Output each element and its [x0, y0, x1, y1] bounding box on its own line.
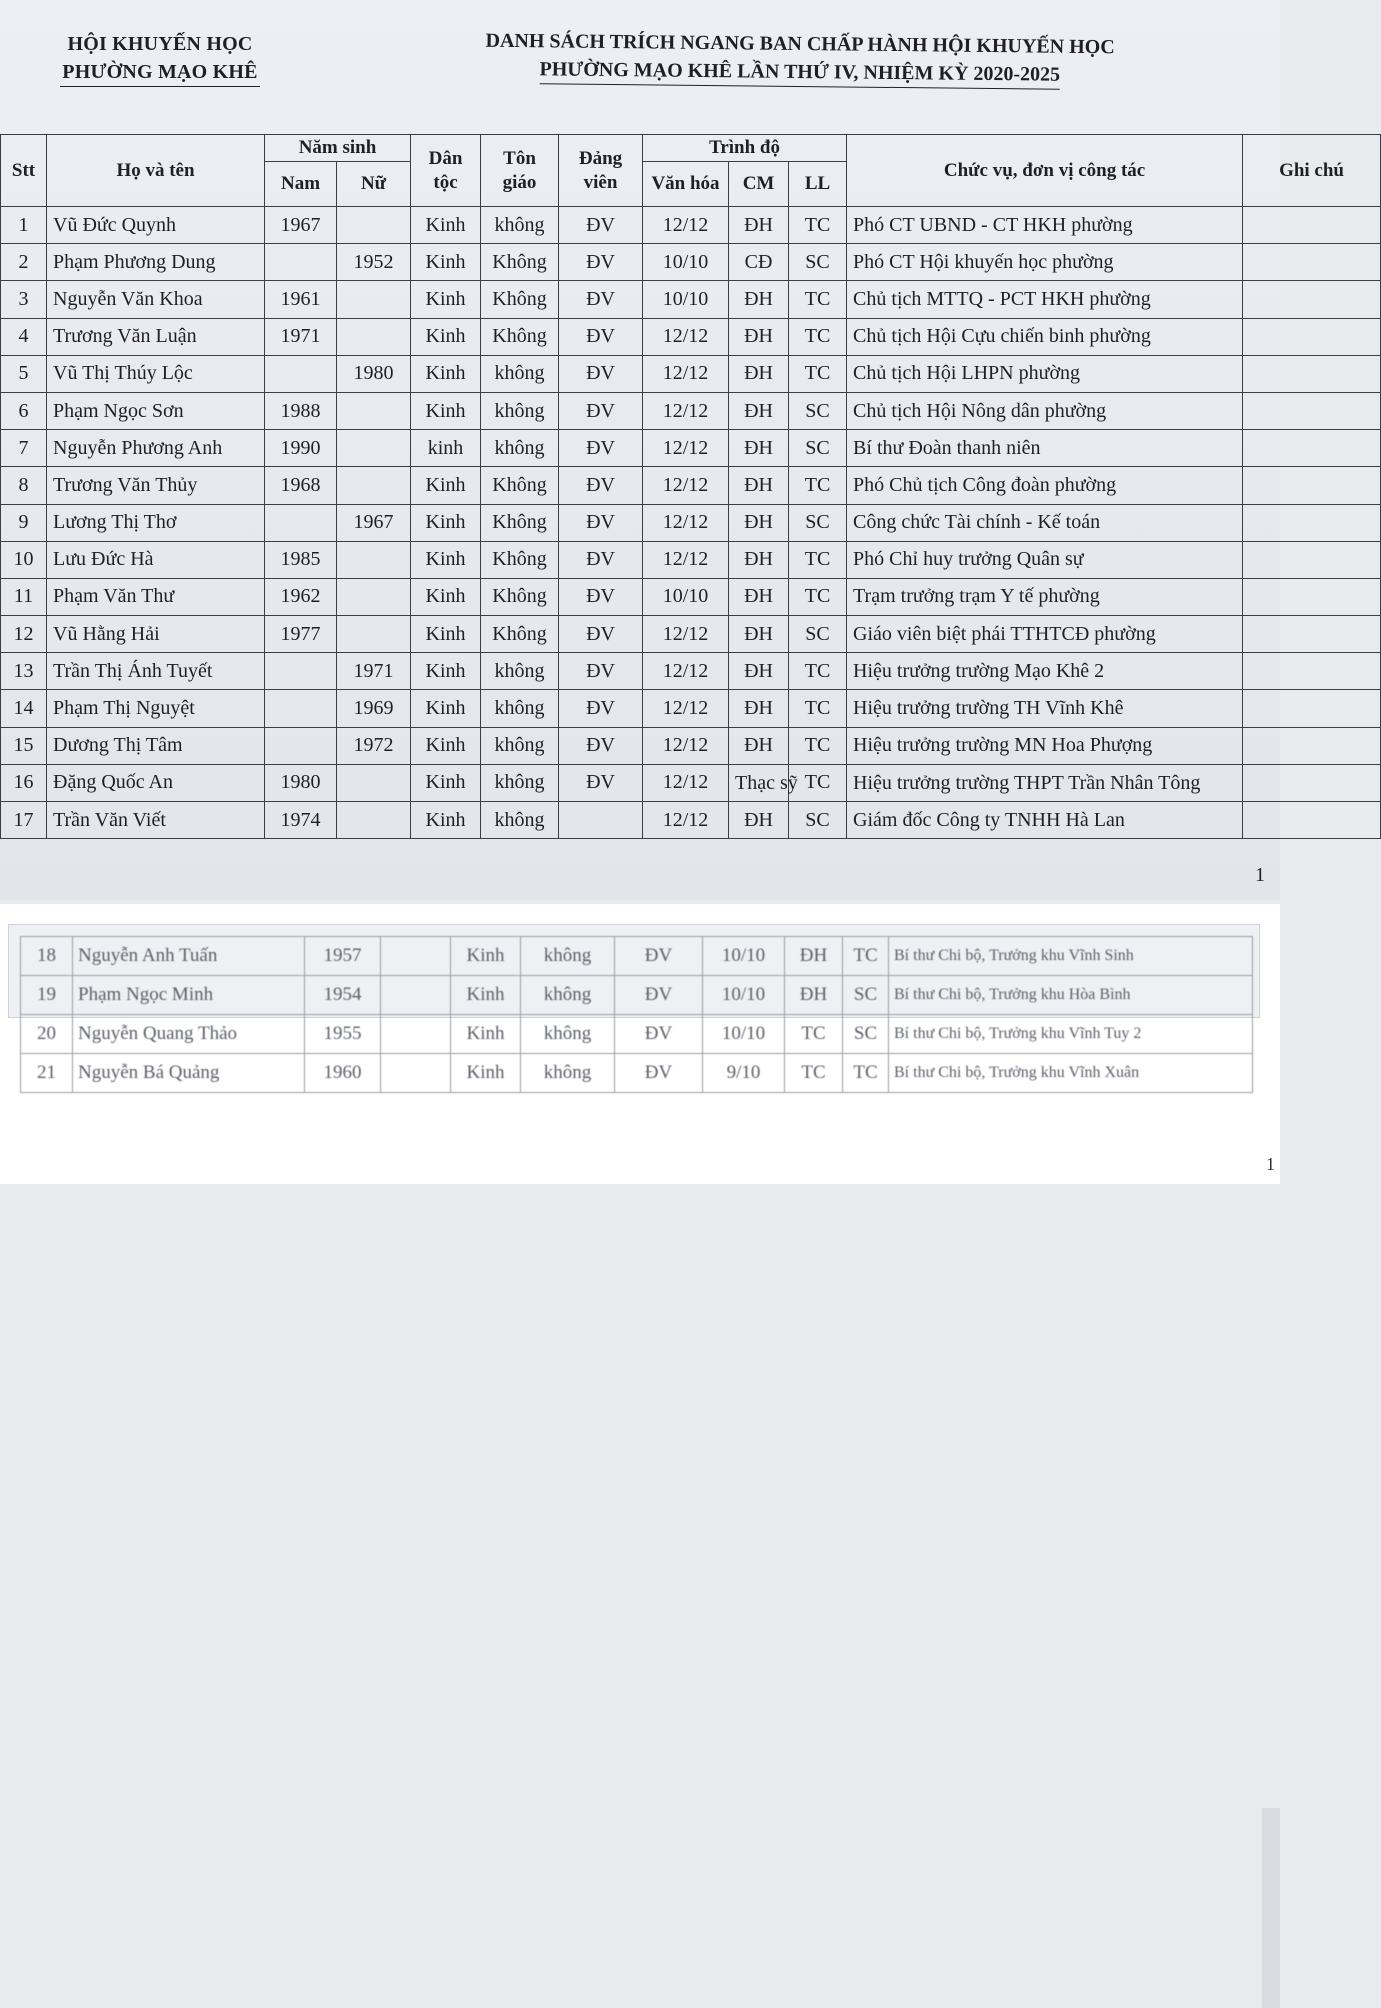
cell-stt: 2: [1, 244, 47, 281]
title-line1: DANH SÁCH TRÍCH NGANG BAN CHẤP HÀNH HỘI KHUYẾN HỌC: [485, 29, 1115, 59]
cell-position: Phó Chỉ huy trưởng Quân sự: [847, 541, 1243, 578]
cell-ethnicity: Kinh: [411, 244, 481, 281]
cell-party: ĐV: [559, 281, 643, 318]
cell-name: Dương Thị Tâm: [47, 727, 265, 764]
continued-table-body: [21, 937, 1253, 1093]
page-edge-shadow: [1262, 1808, 1280, 2008]
cell-ethnicity: Kinh: [451, 976, 521, 1015]
cell-religion: Không: [481, 244, 559, 281]
cell-culture: 12/12: [643, 616, 729, 653]
cell-culture: 12/12: [643, 467, 729, 504]
cell-cm: CĐ: [729, 244, 789, 281]
cell-religion: không: [481, 727, 559, 764]
cell-name: Trương Văn Luận: [47, 318, 265, 355]
table-row: [1, 281, 1381, 318]
cell-name: Nguyễn Bá Quảng: [73, 1054, 305, 1093]
cell-ethnicity: Kinh: [411, 281, 481, 318]
cell-ethnicity: Kinh: [411, 802, 481, 839]
header-level: Trình độ: [643, 135, 847, 162]
cell-note: [1243, 802, 1381, 839]
cell-party: ĐV: [559, 355, 643, 392]
cell-birth-female: 1980: [337, 355, 411, 392]
cell-religion: không: [481, 802, 559, 839]
cell-ll: TC: [789, 467, 847, 504]
cell-ethnicity: Kinh: [411, 690, 481, 727]
cell-birth-female: 1971: [337, 653, 411, 690]
cell-ethnicity: Kinh: [411, 727, 481, 764]
header-cm: CM: [729, 162, 789, 207]
cell-stt: 19: [21, 976, 73, 1015]
cell-birth-female: [337, 802, 411, 839]
cell-birth-female: [381, 937, 451, 976]
cell-note: [1243, 504, 1381, 541]
header-female: Nữ: [337, 162, 411, 207]
title-line2: PHƯỜNG MẠO KHÊ LẦN THỨ IV, NHIỆM KỲ 2020-2025: [539, 55, 1060, 89]
cell-position: Giáo viên biệt phái TTHTCĐ phường: [847, 616, 1243, 653]
cell-note: [1243, 355, 1381, 392]
cell-ethnicity: Kinh: [451, 937, 521, 976]
cell-cm: Thạc sỹ: [729, 764, 789, 801]
cell-birth-male: 1955: [305, 1015, 381, 1054]
table-row: [21, 937, 1253, 976]
cell-birth-male: 1985: [265, 541, 337, 578]
cell-position: Chủ tịch Hội Cựu chiến binh phường: [847, 318, 1243, 355]
cell-note: [1243, 578, 1381, 615]
table-row: [1, 802, 1381, 839]
cell-birth-male: 1954: [305, 976, 381, 1015]
table-row: [1, 578, 1381, 615]
cell-religion: Không: [481, 578, 559, 615]
cell-birth-male: [265, 727, 337, 764]
cell-ethnicity: Kinh: [411, 392, 481, 429]
cell-birth-male: 1968: [265, 467, 337, 504]
cell-birth-male: 1990: [265, 430, 337, 467]
cell-religion: không: [481, 764, 559, 801]
cell-party: ĐV: [559, 653, 643, 690]
cell-cm: ĐH: [729, 281, 789, 318]
cell-note: [1243, 764, 1381, 801]
cell-ethnicity: Kinh: [411, 355, 481, 392]
cell-birth-male: 1980: [265, 764, 337, 801]
cell-birth-female: [337, 430, 411, 467]
header-party: Đảng viên: [559, 135, 643, 207]
cell-name: Trần Thị Ánh Tuyết: [47, 653, 265, 690]
header-note: Ghi chú: [1243, 135, 1381, 207]
cell-ll: SC: [789, 392, 847, 429]
cell-cm: ĐH: [729, 392, 789, 429]
cell-culture: 12/12: [643, 802, 729, 839]
cell-religion: không: [521, 1054, 615, 1093]
cell-ll: SC: [789, 802, 847, 839]
cell-stt: 4: [1, 318, 47, 355]
cell-birth-male: [265, 690, 337, 727]
cell-birth-female: [337, 616, 411, 653]
cell-ll: TC: [789, 281, 847, 318]
cell-ethnicity: Kinh: [411, 616, 481, 653]
cell-religion: Không: [481, 281, 559, 318]
cell-party: ĐV: [615, 937, 703, 976]
cell-ll: TC: [789, 727, 847, 764]
cell-position: Hiệu trưởng trường TH Vĩnh Khê: [847, 690, 1243, 727]
table-row: [21, 1015, 1253, 1054]
cell-birth-male: 1961: [265, 281, 337, 318]
cell-party: ĐV: [559, 207, 643, 244]
cell-birth-female: [337, 764, 411, 801]
cell-culture: 10/10: [703, 937, 785, 976]
cell-birth-male: [265, 504, 337, 541]
table-row: [1, 355, 1381, 392]
cell-note: [1243, 653, 1381, 690]
cell-position: Bí thư Chi bộ, Trưởng khu Vĩnh Tuy 2: [889, 1015, 1253, 1054]
cell-note: [1243, 244, 1381, 281]
cell-party: ĐV: [615, 976, 703, 1015]
cell-party: ĐV: [615, 1015, 703, 1054]
cell-note: [1243, 430, 1381, 467]
cell-birth-male: 1974: [265, 802, 337, 839]
cell-stt: 5: [1, 355, 47, 392]
cell-birth-male: 1971: [265, 318, 337, 355]
cell-party: ĐV: [559, 467, 643, 504]
cell-name: Lương Thị Thơ: [47, 504, 265, 541]
cell-position: Công chức Tài chính - Kế toán: [847, 504, 1243, 541]
cell-position: Hiệu trưởng trường Mạo Khê 2: [847, 653, 1243, 690]
cell-name: Phạm Văn Thư: [47, 578, 265, 615]
cell-ll: TC: [789, 541, 847, 578]
cell-stt: 20: [21, 1015, 73, 1054]
cell-ethnicity: Kinh: [411, 207, 481, 244]
cell-position: Chủ tịch MTTQ - PCT HKH phường: [847, 281, 1243, 318]
cell-ll: TC: [789, 207, 847, 244]
cell-party: [559, 802, 643, 839]
cell-name: Phạm Ngọc Sơn: [47, 392, 265, 429]
cell-ll: SC: [789, 504, 847, 541]
cell-party: ĐV: [559, 578, 643, 615]
continued-roster-table: [20, 936, 1253, 1093]
cell-culture: 12/12: [643, 690, 729, 727]
cell-ll: SC: [789, 616, 847, 653]
cell-birth-female: [337, 578, 411, 615]
cell-ll: SC: [789, 244, 847, 281]
cell-position: Bí thư Chi bộ, Trưởng khu Vĩnh Xuân: [889, 1054, 1253, 1093]
cell-position: Phó Chủ tịch Công đoàn phường: [847, 467, 1243, 504]
org-name-line1: HỘI KHUYẾN HỌC: [67, 33, 253, 55]
cell-ethnicity: kinh: [411, 430, 481, 467]
cell-cm: ĐH: [729, 467, 789, 504]
cell-culture: 12/12: [643, 430, 729, 467]
cell-name: Nguyễn Anh Tuấn: [73, 937, 305, 976]
cell-culture: 10/10: [703, 1015, 785, 1054]
page-number: 1: [1255, 864, 1265, 886]
cell-ll: TC: [789, 578, 847, 615]
cell-religion: không: [481, 430, 559, 467]
cell-ethnicity: Kinh: [411, 467, 481, 504]
table-row: [1, 318, 1381, 355]
cell-ethnicity: Kinh: [411, 764, 481, 801]
cell-position: Phó CT UBND - CT HKH phường: [847, 207, 1243, 244]
header-position: Chức vụ, đơn vị công tác: [847, 135, 1243, 207]
page-number-2: 1: [1266, 1154, 1275, 1174]
header-stt: Stt: [1, 135, 47, 207]
cell-note: [1243, 467, 1381, 504]
cell-religion: không: [521, 976, 615, 1015]
cell-ethnicity: Kinh: [411, 541, 481, 578]
cell-position: Bí thư Đoàn thanh niên: [847, 430, 1243, 467]
cell-name: Phạm Ngọc Minh: [73, 976, 305, 1015]
cell-name: Nguyễn Quang Thảo: [73, 1015, 305, 1054]
cell-name: Vũ Hằng Hải: [47, 616, 265, 653]
cell-ethnicity: Kinh: [411, 653, 481, 690]
cell-position: Trạm trưởng trạm Y tế phường: [847, 578, 1243, 615]
cell-note: [1243, 392, 1381, 429]
cell-birth-male: 1962: [265, 578, 337, 615]
cell-position: Hiệu trưởng trường MN Hoa Phượng: [847, 727, 1243, 764]
cell-culture: 12/12: [643, 355, 729, 392]
cell-party: ĐV: [559, 541, 643, 578]
cell-ll: TC: [789, 764, 847, 801]
cell-birth-male: 1977: [265, 616, 337, 653]
table-row: [1, 504, 1381, 541]
cell-birth-male: 1967: [265, 207, 337, 244]
cell-name: Phạm Phương Dung: [47, 244, 265, 281]
cell-ll: TC: [843, 937, 889, 976]
cell-stt: 3: [1, 281, 47, 318]
cell-party: ĐV: [559, 244, 643, 281]
cell-birth-male: 1988: [265, 392, 337, 429]
header-male: Nam: [265, 162, 337, 207]
cell-cm: TC: [785, 1054, 843, 1093]
cell-note: [1243, 690, 1381, 727]
cell-stt: 16: [1, 764, 47, 801]
cell-religion: Không: [481, 504, 559, 541]
cell-cm: ĐH: [729, 355, 789, 392]
header-name: Họ và tên: [47, 135, 265, 207]
cell-position: Phó CT Hội khuyến học phường: [847, 244, 1243, 281]
cell-stt: 12: [1, 616, 47, 653]
cell-birth-female: 1972: [337, 727, 411, 764]
cell-party: ĐV: [615, 1054, 703, 1093]
cell-ethnicity: Kinh: [411, 504, 481, 541]
cell-culture: 12/12: [643, 392, 729, 429]
cell-culture: 12/12: [643, 318, 729, 355]
cell-party: ĐV: [559, 392, 643, 429]
table-row: [1, 467, 1381, 504]
cell-party: ĐV: [559, 764, 643, 801]
table-row: [1, 616, 1381, 653]
cell-cm: ĐH: [729, 504, 789, 541]
cell-culture: 12/12: [643, 207, 729, 244]
table-row: [1, 764, 1381, 801]
cell-stt: 10: [1, 541, 47, 578]
cell-birth-female: [337, 541, 411, 578]
cell-party: ĐV: [559, 616, 643, 653]
cell-cm: ĐH: [729, 802, 789, 839]
cell-name: Trương Văn Thủy: [47, 467, 265, 504]
cell-religion: Không: [481, 467, 559, 504]
cell-birth-female: 1952: [337, 244, 411, 281]
cell-birth-female: 1969: [337, 690, 411, 727]
header-religion: Tôn giáo: [481, 135, 559, 207]
cell-cm: TC: [785, 1015, 843, 1054]
cell-birth-male: 1960: [305, 1054, 381, 1093]
cell-ll: TC: [789, 690, 847, 727]
cell-religion: không: [481, 392, 559, 429]
member-roster-table: [0, 134, 1381, 839]
cell-note: [1243, 281, 1381, 318]
cell-culture: 10/10: [703, 976, 785, 1015]
cell-position: Bí thư Chi bộ, Trưởng khu Vĩnh Sinh: [889, 937, 1253, 976]
cell-birth-male: [265, 244, 337, 281]
cell-name: Đặng Quốc An: [47, 764, 265, 801]
cell-ll: SC: [789, 430, 847, 467]
cell-stt: 1: [1, 207, 47, 244]
cell-cm: ĐH: [729, 541, 789, 578]
cell-birth-female: [337, 467, 411, 504]
cell-stt: 15: [1, 727, 47, 764]
cell-birth-female: [381, 1015, 451, 1054]
cell-birth-female: [337, 207, 411, 244]
cell-name: Trần Văn Viết: [47, 802, 265, 839]
cell-cm: ĐH: [729, 690, 789, 727]
cell-ll: SC: [843, 1015, 889, 1054]
cell-cm: ĐH: [729, 318, 789, 355]
cell-birth-male: [265, 355, 337, 392]
cell-name: Nguyễn Phương Anh: [47, 430, 265, 467]
table-row: [1, 207, 1381, 244]
cell-stt: 7: [1, 430, 47, 467]
table-row: [1, 392, 1381, 429]
cell-cm: ĐH: [729, 616, 789, 653]
table-row: [1, 430, 1381, 467]
cell-position: Giám đốc Công ty TNHH Hà Lan: [847, 802, 1243, 839]
cell-name: Phạm Thị Nguyệt: [47, 690, 265, 727]
cell-religion: không: [481, 690, 559, 727]
cell-religion: Không: [481, 541, 559, 578]
cell-cm: ĐH: [785, 976, 843, 1015]
cell-birth-female: [337, 392, 411, 429]
cell-stt: 11: [1, 578, 47, 615]
cell-stt: 14: [1, 690, 47, 727]
cell-party: ĐV: [559, 690, 643, 727]
org-name-line2: PHƯỜNG MẠO KHÊ: [60, 58, 259, 87]
cell-culture: 10/10: [643, 578, 729, 615]
cell-position: Chủ tịch Hội Nông dân phường: [847, 392, 1243, 429]
table-row: [1, 244, 1381, 281]
cell-religion: Không: [481, 318, 559, 355]
cell-birth-female: [337, 281, 411, 318]
header-ll: LL: [789, 162, 847, 207]
cell-ethnicity: Kinh: [451, 1054, 521, 1093]
table-row: [21, 976, 1253, 1015]
cell-note: [1243, 541, 1381, 578]
cell-party: ĐV: [559, 727, 643, 764]
cell-stt: 21: [21, 1054, 73, 1093]
header-birth-year: Năm sinh: [265, 135, 411, 162]
cell-religion: không: [481, 207, 559, 244]
cell-ll: TC: [789, 318, 847, 355]
cell-culture: 12/12: [643, 504, 729, 541]
cell-stt: 8: [1, 467, 47, 504]
cell-ethnicity: Kinh: [411, 318, 481, 355]
cell-ethnicity: Kinh: [411, 578, 481, 615]
cell-birth-female: [337, 318, 411, 355]
cell-culture: 9/10: [703, 1054, 785, 1093]
cell-birth-male: 1957: [305, 937, 381, 976]
cell-cm: ĐH: [729, 430, 789, 467]
cell-birth-male: [265, 653, 337, 690]
cell-culture: 12/12: [643, 541, 729, 578]
cell-religion: không: [481, 653, 559, 690]
cell-name: Vũ Thị Thúy Lộc: [47, 355, 265, 392]
cell-stt: 9: [1, 504, 47, 541]
cell-note: [1243, 727, 1381, 764]
cell-stt: 18: [21, 937, 73, 976]
table-row: [1, 690, 1381, 727]
cell-stt: 13: [1, 653, 47, 690]
table-header: [1, 135, 1381, 207]
table-body: [1, 207, 1381, 839]
cell-ll: SC: [843, 976, 889, 1015]
cell-cm: ĐH: [729, 578, 789, 615]
cell-religion: Không: [481, 616, 559, 653]
cell-position: Bí thư Chi bộ, Trưởng khu Hòa Bình: [889, 976, 1253, 1015]
cell-birth-female: [381, 976, 451, 1015]
cell-stt: 17: [1, 802, 47, 839]
cell-ll: TC: [789, 355, 847, 392]
cell-religion: không: [521, 1015, 615, 1054]
cell-culture: 12/12: [643, 764, 729, 801]
cell-cm: ĐH: [729, 207, 789, 244]
cell-ll: TC: [843, 1054, 889, 1093]
cell-note: [1243, 616, 1381, 653]
document-title: [420, 26, 1181, 91]
cell-culture: 10/10: [643, 244, 729, 281]
table-row: [1, 727, 1381, 764]
cell-birth-female: [381, 1054, 451, 1093]
header-culture: Văn hóa: [643, 162, 729, 207]
cell-note: [1243, 207, 1381, 244]
cell-culture: 12/12: [643, 727, 729, 764]
cell-name: Nguyễn Văn Khoa: [47, 281, 265, 318]
organization-header: [30, 30, 290, 87]
cell-ethnicity: Kinh: [451, 1015, 521, 1054]
cell-party: ĐV: [559, 504, 643, 541]
cell-culture: 10/10: [643, 281, 729, 318]
cell-position: Hiệu trưởng trường THPT Trần Nhân Tông: [847, 764, 1243, 801]
cell-note: [1243, 318, 1381, 355]
table-row: [1, 653, 1381, 690]
table-row: [21, 1054, 1253, 1093]
cell-cm: ĐH: [729, 727, 789, 764]
cell-cm: ĐH: [729, 653, 789, 690]
cell-position: Chủ tịch Hội LHPN phường: [847, 355, 1243, 392]
cell-name: Lưu Đức Hà: [47, 541, 265, 578]
cell-religion: không: [481, 355, 559, 392]
cell-religion: không: [521, 937, 615, 976]
header-ethnicity: Dân tộc: [411, 135, 481, 207]
cell-culture: 12/12: [643, 653, 729, 690]
cell-party: ĐV: [559, 318, 643, 355]
table-row: [1, 541, 1381, 578]
cell-birth-female: 1967: [337, 504, 411, 541]
cell-stt: 6: [1, 392, 47, 429]
cell-party: ĐV: [559, 430, 643, 467]
document-page-1: [0, 0, 1345, 900]
cell-cm: ĐH: [785, 937, 843, 976]
cell-ll: TC: [789, 653, 847, 690]
cell-name: Vũ Đức Quynh: [47, 207, 265, 244]
